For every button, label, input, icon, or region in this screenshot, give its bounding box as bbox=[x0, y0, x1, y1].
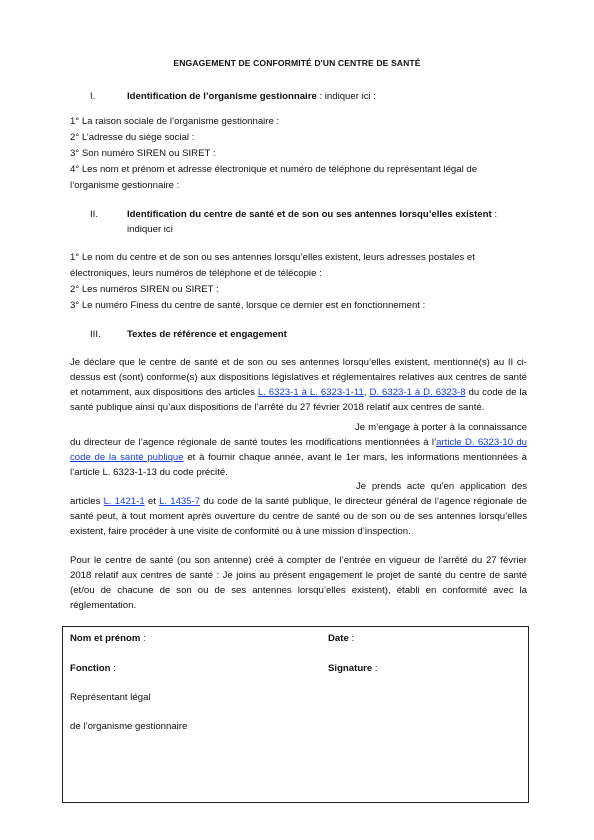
section-1-line-2: 2° L’adresse du siège social : bbox=[70, 132, 195, 143]
section-1-line-4: 4° Les nom et prénom et adresse électronique et numéro de téléphone du représentant légal de bbox=[70, 164, 478, 175]
p3-text-c: du code de la santé publique, le directeur général de l’agence régionale de santé peut, à tout moment après ouverture du centre de santé ou de son ou de ses antennes lorsqu’elles existent, faire procéder à une visite de conformité ou à une mission d’inspection. bbox=[70, 496, 528, 537]
date-label-colon: : bbox=[348, 633, 355, 644]
p1-text-a: Je déclare que le centre de santé et de son ou ses antennes lorsqu’elles existent, mentionné(s) au II ci-dessus est (sont) conforme(s) aux dispositions législatives et réglementaires relatives aux centres de santé et notamment, aux dispositions des articles bbox=[70, 357, 527, 398]
section-3-paragraph-2 bbox=[70, 420, 527, 480]
link-d6323-1[interactable]: D. 6323-1 à D. 6323-8 bbox=[369, 387, 466, 398]
name-field-label bbox=[70, 631, 146, 646]
legal-representative-line-1: Représentant légal bbox=[70, 692, 151, 703]
section-3-paragraph-4 bbox=[70, 553, 527, 613]
section-2-line-2: électroniques, leurs numéros de téléphone et de télécopie : bbox=[70, 268, 322, 279]
link-l6323-1[interactable]: L. 6323-1 à L. 6323-1-11 bbox=[257, 387, 364, 398]
p2-text-b: et à fournir chaque année, avant le 1er mars, les informations mentionnées à l’article L. 6323-1-13 du code précité. bbox=[70, 452, 527, 478]
p1-text-c: du code de la santé publique ainsi qu’aux dispositions de l’arrêté du 27 février 2018 relatif aux centres de santé. bbox=[70, 387, 527, 413]
section-2-heading bbox=[127, 207, 497, 222]
section-1-line-5: l’organisme gestionnaire : bbox=[70, 180, 180, 191]
section-1-heading-suffix: : indiquer ici : bbox=[316, 91, 376, 102]
signature-box bbox=[62, 626, 529, 803]
section-1-heading bbox=[127, 89, 376, 104]
section-2-line-4: 3° Le numéro Finess du centre de santé, lorsque ce dernier est en fonctionnement : bbox=[70, 300, 426, 311]
section-3-heading: Textes de référence et engagement bbox=[127, 329, 287, 340]
section-2-line-3: 2° Les numéros SIREN ou SIRET : bbox=[70, 284, 219, 295]
link-d6323-10[interactable]: article D. 6323-10 du code de la santé publique bbox=[70, 437, 527, 463]
section-1-heading-text: Identification de l’organisme gestionnaire bbox=[127, 91, 317, 102]
p1-text-b: , bbox=[363, 387, 370, 398]
section-3-number: III. bbox=[90, 329, 101, 340]
signature-label-colon: : bbox=[372, 663, 378, 674]
p3-text-b: et bbox=[144, 496, 160, 507]
section-2-heading-suffix: : bbox=[491, 209, 497, 220]
name-label-text: Nom et prénom bbox=[70, 633, 141, 644]
function-label-text: Fonction bbox=[70, 663, 111, 674]
function-field-label bbox=[70, 661, 116, 676]
p4-text: Pour le centre de santé (ou son antenne) créé à compter de l’entrée en vigueur de l’arrêté du 27 février 2018 relatif aux centres de santé : Je joins au présent engagement le projet de santé du centre de santé (et/ou de chacune de son ou de ses antennes lorsqu’elles existent), établi en conformité avec la réglementation. bbox=[70, 555, 527, 611]
date-field-label bbox=[328, 631, 354, 646]
p3-text-a: Je prends acte qu’en application des articles bbox=[70, 481, 527, 507]
section-1-line-3: 3° Son numéro SIREN ou SIRET : bbox=[70, 148, 216, 159]
section-3-paragraph-1 bbox=[70, 355, 527, 415]
section-1-line-1: 1° La raison sociale de l’organisme gestionnaire : bbox=[70, 116, 280, 127]
section-2-line-1: 1° Le nom du centre et de son ou ses antennes lorsqu’elles existent, leurs adresses postales et bbox=[70, 252, 475, 263]
section-3-paragraph-3 bbox=[70, 479, 527, 539]
signature-field-label bbox=[328, 661, 378, 676]
name-label-colon: : bbox=[140, 633, 146, 644]
document-title: ENGAGEMENT DE CONFORMITÉ D'UN CENTRE DE SANTÉ bbox=[173, 58, 421, 68]
section-2-heading-text: Identification du centre de santé et de son ou ses antennes lorsqu’elles existent bbox=[127, 209, 492, 220]
legal-representative-line-2: de l’organisme gestionnaire bbox=[70, 721, 188, 732]
signature-label-text: Signature bbox=[328, 663, 373, 674]
section-2-subheading: indiquer ici bbox=[127, 224, 173, 235]
function-label-colon: : bbox=[110, 663, 116, 674]
date-label-text: Date bbox=[328, 633, 349, 644]
section-2-number: II. bbox=[90, 209, 98, 220]
link-l1435-7[interactable]: L. 1435-7 bbox=[159, 496, 201, 507]
link-l1421-1[interactable]: L. 1421-1 bbox=[103, 496, 145, 507]
section-1-number: I. bbox=[90, 91, 96, 102]
p2-text-a: Je m’engage à porter à la connaissance du directeur de l’agence régionale de santé toutes les modifications mentionnées à l’ bbox=[70, 422, 527, 448]
